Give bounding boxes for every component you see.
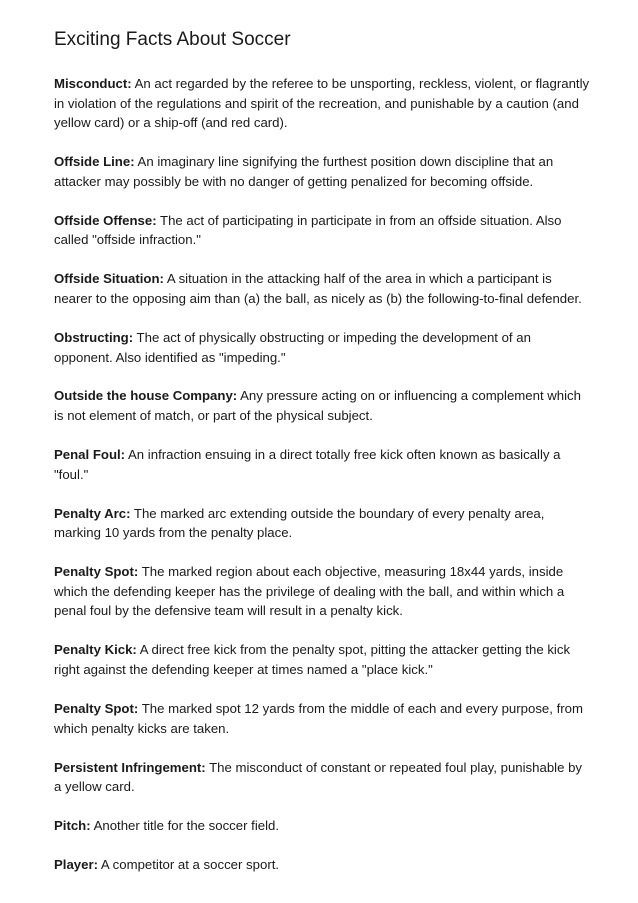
entry-term: Obstructing: bbox=[54, 329, 134, 345]
glossary-entry-penalty-spot-area bbox=[54, 562, 590, 621]
glossary-entry-persistent-infringement bbox=[54, 758, 590, 797]
entry-term: Penalty Spot: bbox=[54, 564, 139, 580]
page-title: Exciting Facts About Soccer bbox=[54, 29, 291, 50]
entry-definition: An imaginary line signifying the furthest position down discipline that an attacker may possibly be with no danger of getting penalized for becoming offside. bbox=[54, 154, 554, 189]
entry-term: Pitch: bbox=[54, 818, 91, 834]
glossary-entry-offside-situation bbox=[54, 269, 590, 308]
entry-term: Penalty Kick: bbox=[54, 642, 137, 658]
entry-definition: The misconduct of constant or repeated foul play, punishable by a yellow card. bbox=[54, 759, 583, 795]
entry-definition: The act of participating in participate in from an offside situation. Also called "offside infraction." bbox=[54, 212, 562, 248]
glossary-entry-offside-line bbox=[54, 152, 590, 191]
entry-term: Penalty Spot: bbox=[54, 700, 139, 716]
glossary-entry-pitch bbox=[54, 816, 590, 836]
glossary-entry-penalty-arc bbox=[54, 504, 590, 543]
glossary-entry-misconduct bbox=[54, 74, 590, 133]
glossary-entry-obstructing bbox=[54, 328, 590, 367]
entry-definition: The marked spot 12 yards from the middle of each and every purpose, from which penalty kicks are taken. bbox=[54, 700, 583, 736]
entry-term: Player: bbox=[54, 857, 98, 873]
entry-definition: An infraction ensuing in a direct totally free kick often known as basically a "foul." bbox=[54, 447, 561, 482]
entry-definition: The marked arc extending outside the boundary of every penalty area, marking 10 yards from the penalty place. bbox=[54, 505, 545, 541]
entry-definition: An act regarded by the referee to be unsporting, reckless, violent, or flagrantly in violation of the regulations and spirit of the recreation, and punishable by a caution (and yellow card) or a ship-off (and red card). bbox=[54, 76, 590, 131]
entry-term: Misconduct: bbox=[54, 76, 132, 91]
entry-term: Offside Line: bbox=[54, 154, 135, 170]
entry-term: Outside the house Company: bbox=[54, 388, 238, 404]
glossary-entry-outside-company bbox=[54, 386, 590, 425]
entry-definition: The act of physically obstructing or impeding the development of an opponent. Also identified as "impeding." bbox=[54, 329, 531, 365]
entry-definition: A direct free kick from the penalty spot, pitting the attacker getting the kick right against the defending keeper at times named a "place kick." bbox=[54, 642, 571, 677]
entry-term: Penal Foul: bbox=[54, 447, 126, 463]
glossary-entry-penalty-kick bbox=[54, 640, 590, 679]
glossary-entry-penal-foul bbox=[54, 445, 590, 484]
entry-definition: The marked region about each objective, measuring 18x44 yards, inside which the defending keeper has the privilege of dealing with the ball, and within which a penal foul by the defensive team will result in a penalty kick. bbox=[54, 564, 565, 619]
entry-term: Offside Situation: bbox=[54, 271, 164, 287]
entry-term: Persistent Infringement: bbox=[54, 759, 206, 775]
entry-term: Offside Offense: bbox=[54, 212, 157, 228]
entry-term: Penalty Arc: bbox=[54, 505, 131, 521]
glossary-entry-penalty-spot-mark bbox=[54, 699, 590, 738]
entry-definition: A competitor at a soccer sport. bbox=[98, 857, 280, 873]
entry-definition: Any pressure acting on or influencing a complement which is not element of match, or part of the physical subject. bbox=[54, 388, 581, 424]
entry-definition: Another title for the soccer field. bbox=[90, 818, 280, 834]
glossary-entry-offside-offense bbox=[54, 211, 590, 250]
entry-definition: A situation in the attacking half of the area in which a participant is nearer to the opposing aim than (a) the ball, as nicely as (b) the following-to-final defender. bbox=[54, 271, 582, 306]
glossary-entry-player bbox=[54, 855, 590, 875]
